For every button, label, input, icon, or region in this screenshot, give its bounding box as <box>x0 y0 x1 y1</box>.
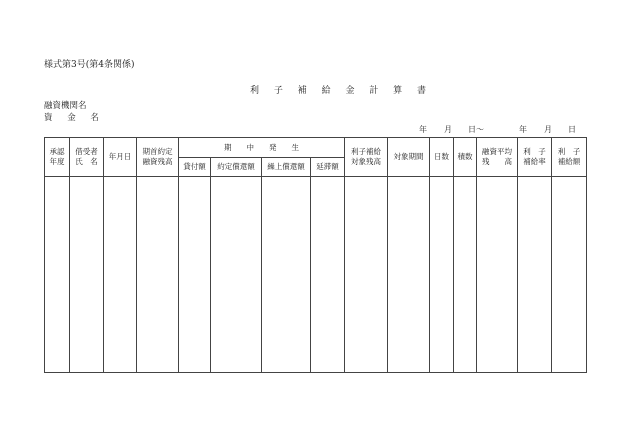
header-overdue-amount: 延滞額 <box>311 158 345 177</box>
header-during-period: 期 中 発 生 <box>179 138 345 158</box>
body-cell[interactable] <box>345 177 388 373</box>
body-cell[interactable] <box>45 177 70 373</box>
body-cell[interactable] <box>388 177 430 373</box>
period-to-year: 年 <box>519 125 527 134</box>
body-cell[interactable] <box>179 177 211 373</box>
form-number: 様式第3号(第4条関係) <box>44 60 135 70</box>
header-subsidy-rate: 利 子 補給率 <box>518 138 552 177</box>
header-target-period: 対象期間 <box>388 138 430 177</box>
period-to-day: 日 <box>568 125 576 134</box>
document-title: 利 子 補 給 金 計 算 書 <box>250 86 433 96</box>
header-approval-year: 承認 年度 <box>45 138 70 177</box>
body-cell[interactable] <box>430 177 454 373</box>
period-from-month: 月 <box>444 125 452 134</box>
header-date: 年月日 <box>104 138 137 177</box>
fund-name-label: 資 金 名 <box>44 113 105 123</box>
header-subsidy-amount: 利 子 補給額 <box>552 138 587 177</box>
table-body-row <box>45 177 587 373</box>
header-scheduled-repayment: 約定償還額 <box>211 158 262 177</box>
header-early-repayment: 繰上償還額 <box>262 158 311 177</box>
body-cell[interactable] <box>262 177 311 373</box>
body-cell[interactable] <box>311 177 345 373</box>
body-cell[interactable] <box>104 177 137 373</box>
body-cell[interactable] <box>70 177 104 373</box>
header-opening-balance: 期首約定 融資残高 <box>137 138 179 177</box>
body-cell[interactable] <box>454 177 477 373</box>
header-product-sum: 積数 <box>454 138 477 177</box>
body-cell[interactable] <box>552 177 587 373</box>
body-cell[interactable] <box>477 177 518 373</box>
period-from-day: 日〜 <box>468 125 484 134</box>
body-cell[interactable] <box>211 177 262 373</box>
body-cell[interactable] <box>137 177 179 373</box>
header-days: 日数 <box>430 138 454 177</box>
institution-label: 融資機関名 <box>44 101 87 111</box>
header-average-balance: 融資平均 残 高 <box>477 138 518 177</box>
header-borrower-name: 借受者 氏 名 <box>70 138 104 177</box>
header-loan-amount: 貸付額 <box>179 158 211 177</box>
body-cell[interactable] <box>518 177 552 373</box>
period-to-month: 月 <box>544 125 552 134</box>
interest-calculation-table <box>44 137 587 373</box>
header-subsidy-balance: 利子補給 対象残高 <box>345 138 388 177</box>
period-from-year: 年 <box>419 125 427 134</box>
